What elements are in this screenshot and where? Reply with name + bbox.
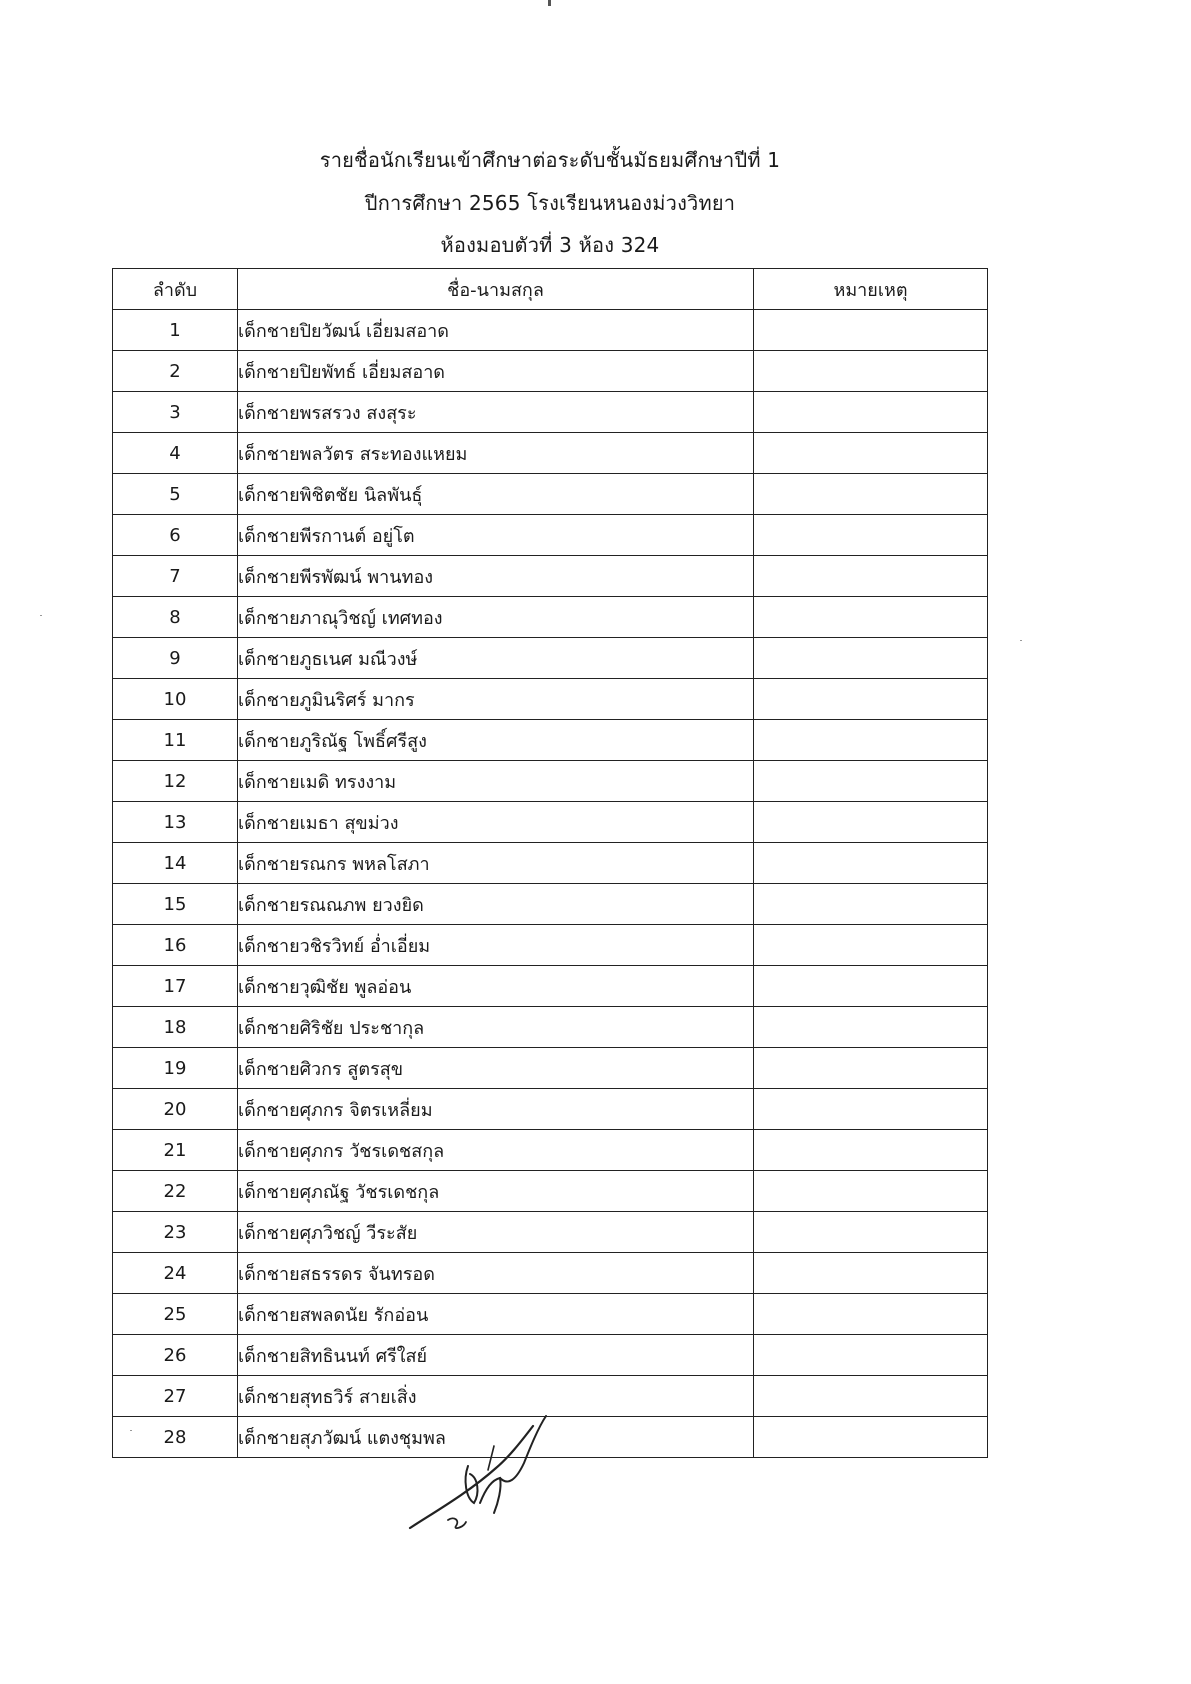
name-cell: เด็กชายเมธา สุขม่วง <box>238 802 754 843</box>
order-cell: 28 <box>113 1417 238 1458</box>
name-cell: เด็กชายสุทธวิร์ สายเสิ่ง <box>238 1376 754 1417</box>
name-cell: เด็กชายพลวัตร สระทองแหยม <box>238 433 754 474</box>
order-cell: 18 <box>113 1007 238 1048</box>
table-row <box>113 1335 988 1376</box>
table-header-row <box>113 269 988 310</box>
order-cell: 17 <box>113 966 238 1007</box>
name-cell: เด็กชายศิวกร สูตรสุข <box>238 1048 754 1089</box>
name-cell: เด็กชายเมดิ ทรงงาม <box>238 761 754 802</box>
table-row <box>113 1171 988 1212</box>
remark-cell <box>754 1253 988 1294</box>
order-cell: 10 <box>113 679 238 720</box>
name-cell: เด็กชายภาณุวิชญ์ เทศทอง <box>238 597 754 638</box>
table-row <box>113 1048 988 1089</box>
table-row <box>113 1007 988 1048</box>
remark-cell <box>754 1212 988 1253</box>
remark-cell <box>754 1048 988 1089</box>
table-row <box>113 515 988 556</box>
remark-cell <box>754 802 988 843</box>
table-row <box>113 638 988 679</box>
name-cell: เด็กชายภูธเนศ มณีวงษ์ <box>238 638 754 679</box>
table-row <box>113 720 988 761</box>
scan-speck <box>40 615 42 616</box>
name-cell: เด็กชายพรสรวง สงสุระ <box>238 392 754 433</box>
remark-cell <box>754 556 988 597</box>
name-cell: เด็กชายรณกร พหลโสภา <box>238 843 754 884</box>
table-row <box>113 966 988 1007</box>
remark-cell <box>754 351 988 392</box>
order-cell: 21 <box>113 1130 238 1171</box>
remark-cell <box>754 966 988 1007</box>
table-row <box>113 310 988 351</box>
table-row <box>113 925 988 966</box>
name-cell: เด็กชายศุภกร วัชรเดชสกุล <box>238 1130 754 1171</box>
scan-speck <box>1020 640 1022 641</box>
student-roster-table <box>112 268 988 1458</box>
column-header-remark: หมายเหตุ <box>754 269 988 310</box>
remark-cell <box>754 843 988 884</box>
table-row <box>113 884 988 925</box>
document-title: รายชื่อนักเรียนเข้าศึกษาต่อระดับชั้นมัธยมศึกษาปีที่ 1 <box>319 148 781 172</box>
remark-cell <box>754 884 988 925</box>
order-cell: 20 <box>113 1089 238 1130</box>
table-row <box>113 597 988 638</box>
table-row <box>113 1212 988 1253</box>
order-cell: 5 <box>113 474 238 515</box>
order-cell: 22 <box>113 1171 238 1212</box>
column-header-name: ชื่อ-นามสกุล <box>238 269 754 310</box>
order-cell: 26 <box>113 1335 238 1376</box>
column-header-order: ลำดับ <box>113 269 238 310</box>
table-row <box>113 556 988 597</box>
remark-cell <box>754 597 988 638</box>
order-cell: 8 <box>113 597 238 638</box>
order-cell: 13 <box>113 802 238 843</box>
remark-cell <box>754 761 988 802</box>
order-cell: 3 <box>113 392 238 433</box>
remark-cell <box>754 1007 988 1048</box>
remark-cell <box>754 638 988 679</box>
order-cell: 15 <box>113 884 238 925</box>
order-cell: 23 <box>113 1212 238 1253</box>
table-row <box>113 351 988 392</box>
table-row <box>113 433 988 474</box>
remark-cell <box>754 1089 988 1130</box>
remark-cell <box>754 310 988 351</box>
remark-cell <box>754 1376 988 1417</box>
name-cell: เด็กชายสิทธินนท์ ศรีใสย์ <box>238 1335 754 1376</box>
order-cell: 1 <box>113 310 238 351</box>
name-cell: เด็กชายศุภณัฐ วัชรเดชกุล <box>238 1171 754 1212</box>
name-cell: เด็กชายสพลดนัย รักอ่อน <box>238 1294 754 1335</box>
name-cell: เด็กชายวุฒิชัย พูลอ่อน <box>238 966 754 1007</box>
name-cell: เด็กชายพีรกานต์ อยู่โต <box>238 515 754 556</box>
order-cell: 27 <box>113 1376 238 1417</box>
name-cell: เด็กชายรณณภพ ยวงยิด <box>238 884 754 925</box>
table-row <box>113 843 988 884</box>
room-label: ห้องมอบตัวที่ 3 ห้อง 324 <box>440 233 660 257</box>
name-cell: เด็กชายวชิรวิทย์ อ่ำเอี่ยม <box>238 925 754 966</box>
table-row <box>113 392 988 433</box>
order-cell: 16 <box>113 925 238 966</box>
name-cell: เด็กชายพิชิตชัย นิลพันธุ์ <box>238 474 754 515</box>
order-cell: 4 <box>113 433 238 474</box>
table-row <box>113 474 988 515</box>
order-cell: 9 <box>113 638 238 679</box>
name-cell: เด็กชายศุภกร จิตรเหลี่ยม <box>238 1089 754 1130</box>
table-row <box>113 761 988 802</box>
name-cell: เด็กชายภูมินริศร์ มากร <box>238 679 754 720</box>
remark-cell <box>754 720 988 761</box>
name-cell: เด็กชายสุภวัฒน์ แตงชุมพล <box>238 1417 754 1458</box>
remark-cell <box>754 515 988 556</box>
order-cell: 7 <box>113 556 238 597</box>
table-row <box>113 679 988 720</box>
table-row <box>113 1294 988 1335</box>
order-cell: 12 <box>113 761 238 802</box>
name-cell: เด็กชายศิริชัย ประชากุล <box>238 1007 754 1048</box>
scan-artifact <box>548 0 551 6</box>
remark-cell <box>754 474 988 515</box>
remark-cell <box>754 1294 988 1335</box>
order-cell: 14 <box>113 843 238 884</box>
order-cell: 2 <box>113 351 238 392</box>
order-cell: 6 <box>113 515 238 556</box>
name-cell: เด็กชายพีรพัฒน์ พานทอง <box>238 556 754 597</box>
table-body <box>113 310 988 1458</box>
document-subtitle: ปีการศึกษา 2565 โรงเรียนหนองม่วงวิทยา <box>364 191 736 215</box>
remark-cell <box>754 392 988 433</box>
remark-cell <box>754 1335 988 1376</box>
table-row <box>113 802 988 843</box>
order-cell: 19 <box>113 1048 238 1089</box>
table-row <box>113 1089 988 1130</box>
table-row <box>113 1130 988 1171</box>
name-cell: เด็กชายภูริณัฐ โพธิ์ศรีสูง <box>238 720 754 761</box>
name-cell: เด็กชายสธรรดร จันทรอด <box>238 1253 754 1294</box>
order-cell: 24 <box>113 1253 238 1294</box>
order-cell: 25 <box>113 1294 238 1335</box>
remark-cell <box>754 433 988 474</box>
name-cell: เด็กชายปิยวัฒน์ เอี่ยมสอาด <box>238 310 754 351</box>
remark-cell <box>754 1171 988 1212</box>
remark-cell <box>754 1417 988 1458</box>
remark-cell <box>754 1130 988 1171</box>
remark-cell <box>754 925 988 966</box>
remark-cell <box>754 679 988 720</box>
handwritten-signature <box>408 1408 558 1533</box>
name-cell: เด็กชายปิยพัทธ์ เอี่ยมสอาด <box>238 351 754 392</box>
order-cell: 11 <box>113 720 238 761</box>
table-row <box>113 1253 988 1294</box>
name-cell: เด็กชายศุภวิชญ์ วีระสัย <box>238 1212 754 1253</box>
